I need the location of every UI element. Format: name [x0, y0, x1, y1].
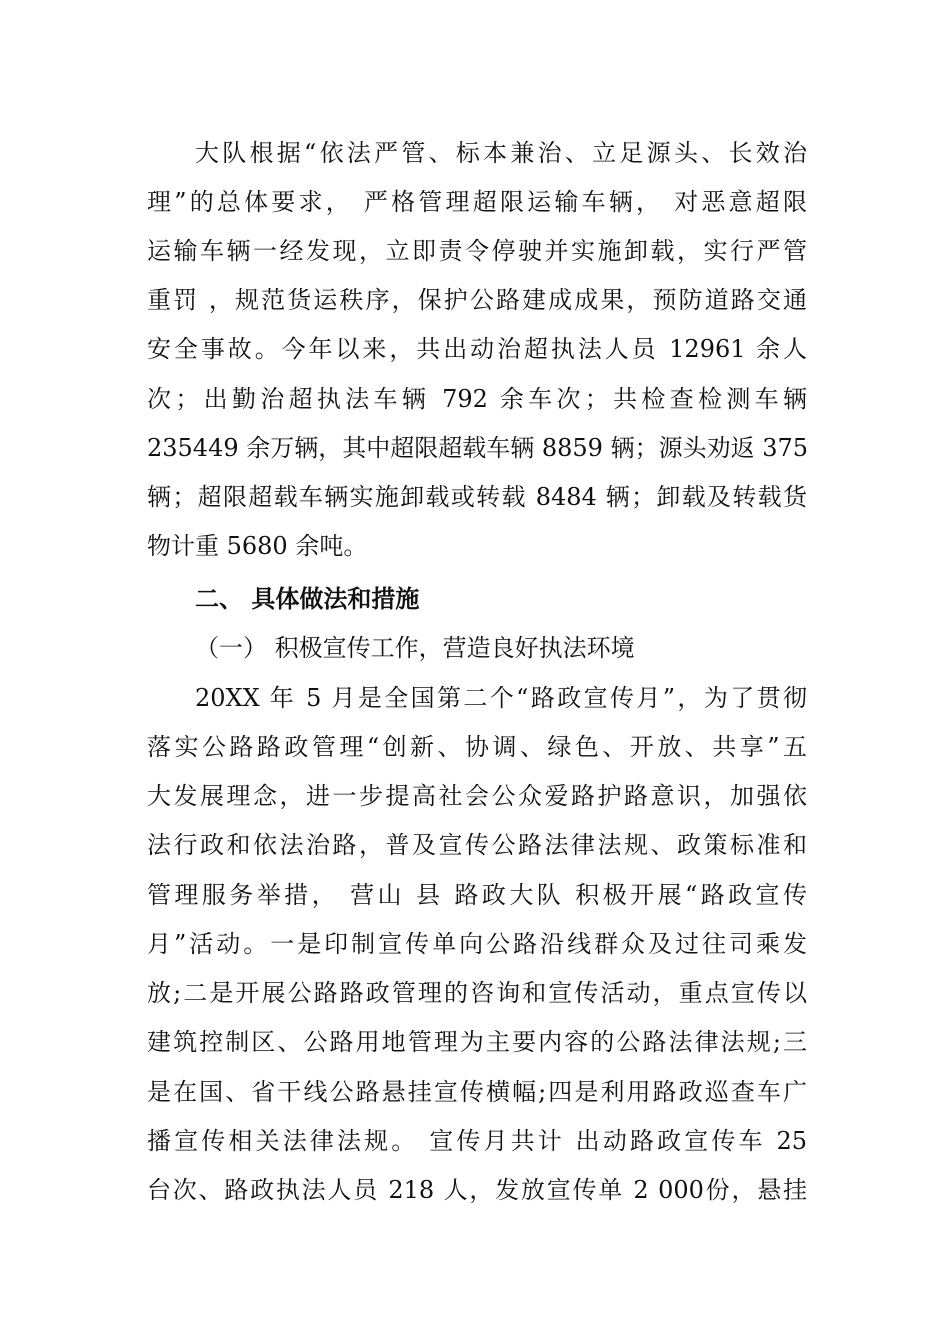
paragraph-line: 法行政和依法治路，普及宣传公路法律法规、政策标准和: [147, 831, 807, 859]
paragraph-line: 台次、路政执法人员 218 人，发放宣传单 2 000份，悬挂: [147, 1176, 807, 1204]
paragraph-line: 运输车辆一经发现，立即责令停驶并实施卸载，实行严管: [147, 237, 807, 265]
paragraph-line: 物计重 5680 余吨。: [147, 532, 368, 560]
paragraph-line: 落实公路路政管理“创新、协调、绿色、开放、共享”五: [147, 733, 807, 761]
paragraph-line: 重罚 ，规范货运秩序，保护公路建成成果，预防道路交通: [147, 286, 807, 314]
paragraph-line: 管理服务举措， 营山 县 路政大队 积极开展“路政宣传: [147, 881, 807, 909]
paragraph-line: 月”活动。一是印制宣传单向公路沿线群众及过往司乘发: [147, 930, 807, 958]
paragraph-line: 大发展理念，进一步提高社会公众爱路护路意识，加强依: [147, 782, 807, 810]
subsection-heading: （一） 积极宣传工作，营造良好执法环境: [195, 634, 635, 662]
paragraph-line: 放;二是开展公路路政管理的咨询和宣传活动，重点宣传以: [147, 979, 807, 1007]
paragraph-line: 理”的总体要求， 严格管理超限运输车辆， 对恶意超限: [147, 188, 807, 216]
paragraph-line: 235449 余万辆，其中超限超载车辆 8859 辆；源头劝返 375: [147, 434, 809, 462]
paragraph-line: 辆；超限超载车辆实施卸载或转载 8484 辆；卸载及转载货: [147, 483, 807, 511]
paragraph-line: 播宣传相关法律法规。 宣传月共计 出动路政宣传车 25: [147, 1127, 807, 1155]
section-heading: 二、 具体做法和措施: [195, 585, 420, 613]
paragraph-line: 建筑控制区、公路用地管理为主要内容的公路法律法规;三: [147, 1028, 807, 1056]
paragraph-line: 安全事故。今年以来，共出动治超执法人员 12961 余人: [147, 335, 807, 363]
paragraph-line: 大队根据“依法严管、标本兼治、立足源头、长效治: [195, 139, 807, 167]
paragraph-line: 20XX 年 5 月是全国第二个“路政宣传月”，为了贯彻: [195, 684, 807, 712]
paragraph-line: 次；出勤治超执法车辆 792 余车次；共检查检测车辆: [147, 385, 807, 413]
paragraph-line: 是在国、省干线公路悬挂宣传横幅;四是利用路政巡查车广: [147, 1078, 807, 1106]
